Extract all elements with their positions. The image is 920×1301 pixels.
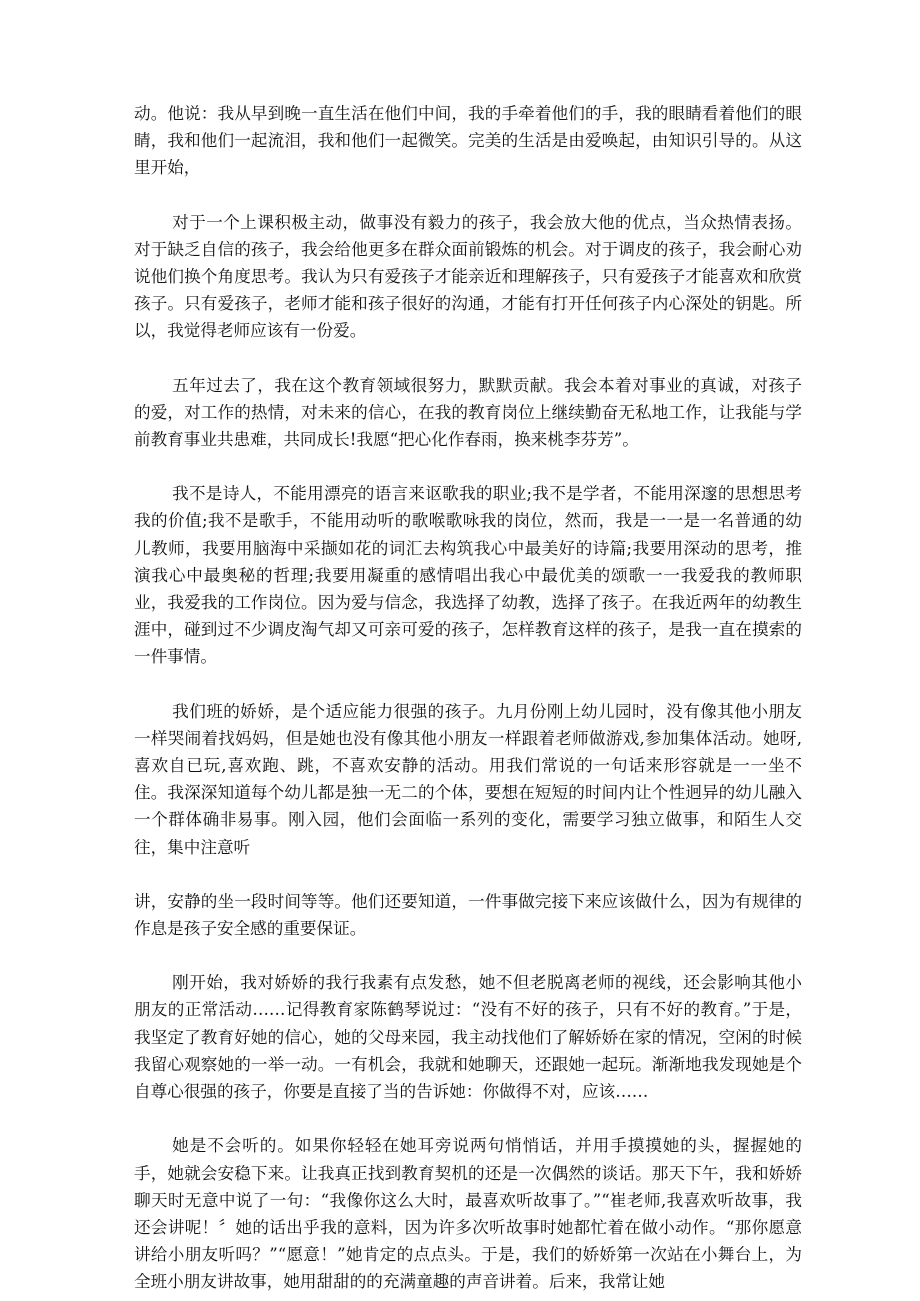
paragraph-gap [134,453,802,480]
paragraph-5: 我们班的娇娇，是个适应能力很强的孩子。九月份刚上幼儿园时，没有像其他小朋友一样哭闹着找妈妈，但是她也没有像其他小朋友一样跟着老师做游戏,参加集体活动。她呀,喜欢自已玩,喜欢跑、跳，不喜欢安静的活动。用我们常说的一句话来形容就是一一坐不住。我深深知道每个幼儿都是独一无二的个体，要想在短短的时间内让个性迥异的幼儿融入一个群体确非易事。刚入园，他们会面临一系列的变化，需要学习独立做事，和陌生人交往，集中注意听 [134,701,802,857]
paragraph-1: 动。他说：我从早到晚一直生活在他们中间，我的手牵着他们的手，我的眼睛看着他们的眼睛，我和他们一起流泪，我和他们一起微笑。完美的生活是由爱唤起，由知识引导的。从这里开始， [134,104,802,178]
paragraph-2: 对于一个上课积极主动，做事没有毅力的孩子，我会放大他的优点，当众热情表扬。对于缺乏自信的孩子，我会给他更多在群众面前锻炼的机会。对于调皮的孩子，我会耐心劝说他们换个角度思考。我认为只有爱孩子才能亲近和理解孩子，只有爱孩子才能喜欢和欣赏孩子。只有爱孩子，老师才能和孩子很好的沟通，才能有打开任何孩子内心深处的钥匙。所以，我觉得老师应该有一份爱。 [134,212,802,341]
paragraph-gap [134,345,802,372]
paragraph-gap [134,182,802,209]
document-body [134,100,802,1296]
paragraph-gap [134,861,802,888]
paragraph-8: 她是不会听的。如果你轻轻在她耳旁说两句悄悄话，并用手摸摸她的头，握握她的手，她就会安稳下来。让我真正找到教育契机的还是一次偶然的谈话。那天下午，我和娇娇聊天时无意中说了一句：“我像你这么大时，最喜欢听故事了。”“崔老师,我喜欢听故事，我还会讲呢！〞她的话出乎我的意料，因为许多次听故事时她都忙着在做小动作。“那你愿意讲给小朋友听吗？”“愿意！”她肯定的点点头。于是，我们的娇娇第一次站在小舞台上，为全班小朋友讲故事，她用甜甜的的充满童趣的声音讲着。后来，我常让她 [134,1136,802,1292]
paragraph-3: 五年过去了，我在这个教育领域很努力，默默贡献。我会本着对事业的真诚，对孩子的爱，对工作的热情，对未来的信心，在我的教育岗位上继续勤奋无私地工作，让我能与学前教育事业共患难，共同成长!我愿“把心化作春雨，换来桃李芬芳”。 [134,375,802,450]
paragraph-4: 我不是诗人，不能用漂亮的语言来讴歌我的职业;我不是学者，不能用深邃的思想思考我的价值;我不是歌手，不能用动听的歌喉歌咏我的岗位，然而，我是一一是一名普通的幼儿教师，我要用脑海中采撷如花的词汇去构筑我心中最美好的诗篇;我要用深动的思考，推演我心中最奥秘的哲理;我要用凝重的感情唱出我心中最优美的颂歌一一我爱我的教师职业，我爱我的工作岗位。因为爱与信念，我选择了幼教，选择了孩子。在我近两年的幼教生涯中，碰到过不少调皮淘气却又可亲可爱的孩子，怎样教育这样的孩子，是我一直在摸索的一件事情。 [134,484,802,667]
paragraph-7: 刚开始，我对娇娇的我行我素有点发愁，她不但老脱离老师的视线，还会影响其他小朋友的正常活动……记得教育家陈鹤琴说过：“没有不好的孩子，只有不好的教育。”于是，我坚定了教育好她的信心，她的父母来园，我主动找他们了解娇娇在家的情况，空闲的时候我留心观察她的一举一动。一有机会，我就和她聊天，还跟她一起玩。渐渐地我发现她是个自尊心很强的孩子，你要是直接了当的告诉她：你做得不对，应该…… [134,973,802,1102]
paragraph-gap [134,1105,802,1132]
paragraph-gap [134,942,802,969]
paragraph-gap [134,671,802,698]
paragraph-6: 讲，安静的坐一段时间等等。他们还要知道，一件事做完接下来应该做什么，因为有规律的作息是孩子安全感的重要保证。 [134,891,802,939]
